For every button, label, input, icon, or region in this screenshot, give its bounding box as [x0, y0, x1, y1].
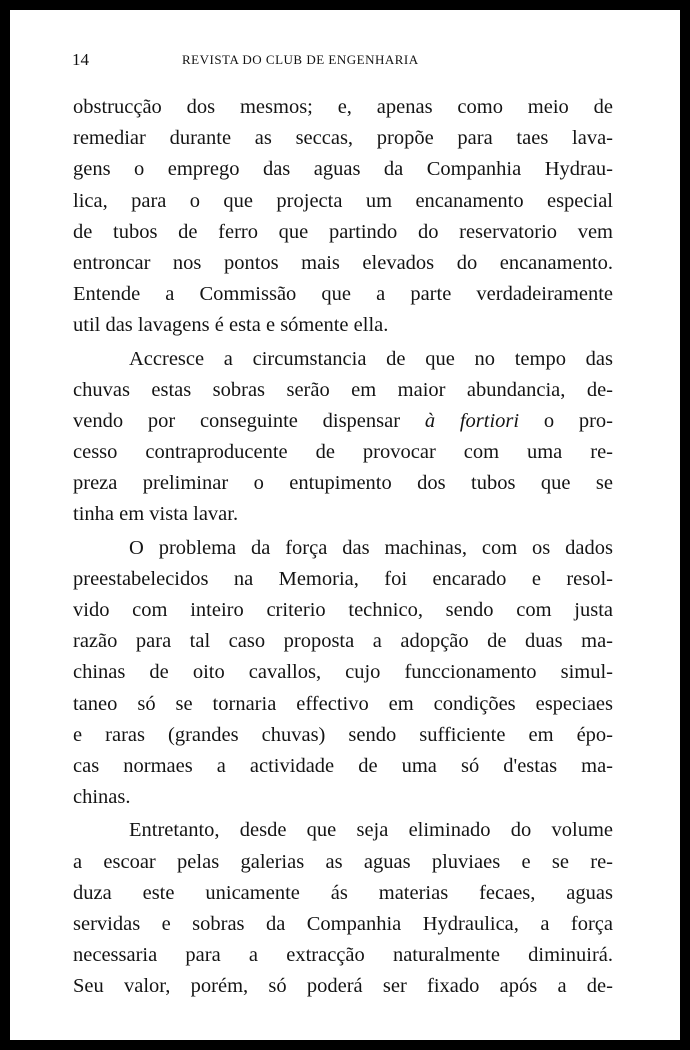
text-line: razão para tal caso proposta a adopção de duas ma-: [73, 630, 613, 653]
text-line: preza preliminar o entupimento dos tubos que se: [73, 472, 613, 495]
text-line: O problema da força das machinas, com os dados: [129, 536, 613, 559]
text-line: necessaria para a extracção naturalmente diminuirá.: [73, 944, 613, 967]
text-line: duza este unicamente ás materias fecaes, aguas: [73, 881, 613, 904]
text-line: tinha em vista lavar.: [73, 503, 239, 526]
body-text: [73, 92, 613, 1002]
text-line: a escoar pelas galerias as aguas pluviaes e se re-: [73, 850, 613, 873]
text-line: preestabelecidos na Memoria, foi encarado e resol-: [73, 567, 613, 590]
text-line: remediar durante as seccas, propõe para taes lava-: [73, 127, 613, 150]
paragraph: [73, 92, 613, 342]
text-line: servidas e sobras da Companhia Hydraulica, a força: [73, 912, 613, 935]
text-line: Entretanto, desde que seja eliminado do volume: [129, 819, 613, 842]
book-page: [10, 10, 680, 1040]
text-line-with-italic: [73, 406, 613, 437]
text-line: entroncar nos pontos mais elevados do encanamento.: [73, 251, 613, 274]
text-line: util das lavagens é esta e sómente ella.: [73, 314, 389, 337]
text-line: cas normaes a actividade de uma só d'estas ma-: [73, 754, 613, 777]
page-number: 14: [72, 50, 89, 69]
text-line: Accresce a circumstancia de que no tempo das: [129, 347, 613, 370]
page-header: [72, 50, 622, 74]
paragraph: [73, 533, 613, 814]
text-line: vido com inteiro criterio technico, sendo com justa: [73, 599, 613, 621]
text-line: chinas.: [73, 786, 131, 809]
italic-phrase: à fortiori: [424, 409, 520, 432]
text-line: chinas de oito cavallos, cujo funccionamento simul-: [73, 661, 613, 684]
text-span: o pro-: [519, 409, 613, 432]
text-line: obstrucção dos mesmos; e, apenas como meio de: [73, 96, 613, 118]
text-line: Seu valor, porém, só poderá ser fixado após a de-: [73, 975, 613, 998]
text-line: taneo só se tornaria effectivo em condições especiaes: [73, 692, 613, 715]
paragraph: [73, 344, 613, 531]
text-line: e raras (grandes chuvas) sendo sufficiente em épo-: [73, 723, 613, 746]
text-line: chuvas estas sobras serão em maior abundancia, de-: [73, 378, 613, 401]
text-line: Entende a Commissão que a parte verdadeiramente: [73, 283, 613, 306]
text-line: de tubos de ferro que partindo do reservatorio vem: [73, 220, 613, 243]
running-title: REVISTA DO CLUB DE ENGENHARIA: [182, 52, 419, 67]
paragraph: [73, 815, 613, 1002]
text-span: vendo por conseguinte dispensar: [73, 409, 425, 432]
text-line: gens o emprego das aguas da Companhia Hydrau-: [73, 158, 613, 181]
text-line: cesso contraproducente de provocar com uma re-: [73, 441, 613, 464]
text-line: lica, para o que projecta um encanamento especial: [73, 189, 613, 212]
